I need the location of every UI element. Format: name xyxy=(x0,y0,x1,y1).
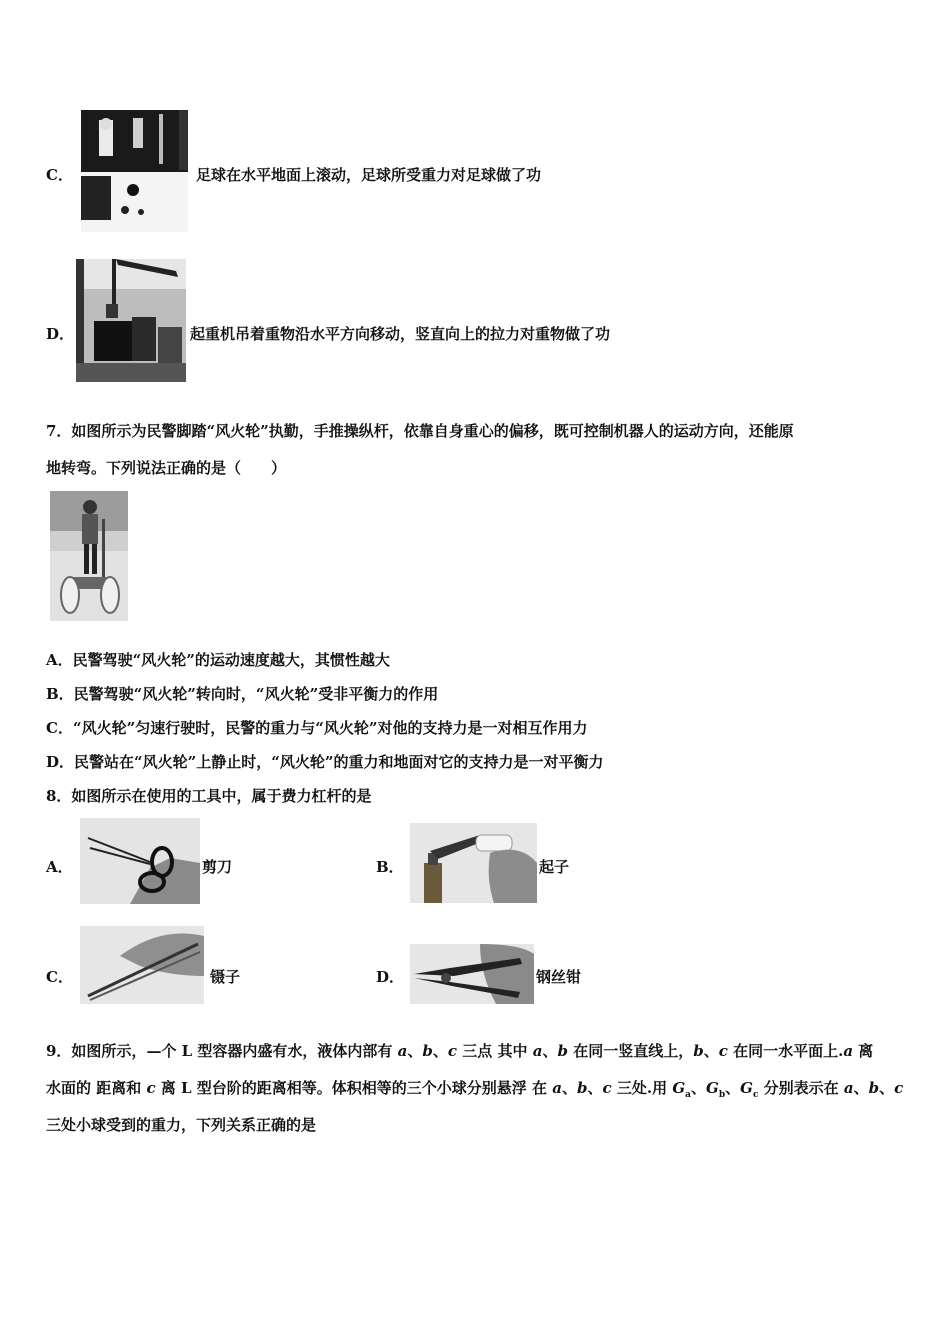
q8-option-d-text: 钢丝钳 xyxy=(536,968,582,986)
q7-stem-line1: 7．如图所示为民警脚踏“风火轮”执勤，手推操纵杆，依靠自身重心的偏移，既可控制机器人的运动方向，还能原 xyxy=(46,422,794,440)
police-segway-image xyxy=(50,491,128,621)
sep: 、 xyxy=(725,1079,741,1097)
police-segway-illustration xyxy=(50,491,128,621)
q7-option-a: A．民警驾驶“风火轮”的运动速度越大，其惯性越大 xyxy=(46,651,390,669)
tweezers-illustration xyxy=(80,926,204,1004)
football-illustration xyxy=(81,110,188,232)
q7-option-c: C．“风火轮”匀速行驶时，民警的重力与“风火轮”对他的支持力是一对相互作用力 xyxy=(46,719,588,737)
sep: 、 xyxy=(407,1042,423,1060)
q9-stem-line3: 三处小球受到的重力，下列关系正确的是 xyxy=(46,1116,317,1134)
sep: 、 xyxy=(542,1042,558,1060)
sub-b: b xyxy=(718,1090,726,1100)
var-c: c xyxy=(718,1042,728,1060)
sep: 、 xyxy=(853,1079,869,1097)
var-G: G xyxy=(740,1079,753,1097)
q6-option-c-label: C． xyxy=(46,166,73,184)
sep: 、 xyxy=(879,1079,895,1097)
var-b: b xyxy=(577,1079,588,1097)
q8-option-c-text: 镊子 xyxy=(210,968,241,986)
q9-line2-part4: 分别表示在 xyxy=(758,1079,844,1097)
q8-stem: 8．如图所示在使用的工具中，属于费力杠杆的是 xyxy=(46,787,372,805)
football-image xyxy=(81,110,188,232)
sub-a: a xyxy=(685,1090,691,1100)
q8-option-c-label: C． xyxy=(46,968,73,986)
sep: 、 xyxy=(562,1079,578,1097)
var-c: c xyxy=(447,1042,458,1060)
var-b: b xyxy=(422,1042,433,1060)
q6-option-d-label: D． xyxy=(46,325,75,343)
var-b: b xyxy=(868,1079,880,1097)
sep: 、 xyxy=(432,1042,448,1060)
var-b: b xyxy=(693,1042,704,1060)
var-a: a xyxy=(532,1042,543,1060)
q9-line1-part1: 9．如图所示，—个 L 型容器内盛有水，液体内部有 xyxy=(46,1042,398,1060)
q9-line1-part3: 在同一竖直线上， xyxy=(567,1042,694,1060)
q8-option-b-text: 起子 xyxy=(539,858,570,876)
var-G: G xyxy=(706,1079,719,1097)
pliers-image xyxy=(410,944,534,1004)
crane-image xyxy=(76,259,186,382)
q8-option-b-label: B． xyxy=(376,858,404,876)
var-c: c xyxy=(602,1079,612,1097)
q9-line1-part4: 在同一水平面上. xyxy=(727,1042,844,1060)
crane-illustration xyxy=(76,259,186,382)
var-c: c xyxy=(146,1079,156,1097)
q6-option-d-text: 起重机吊着重物沿水平方向移动，竖直向上的拉力对重物做了功 xyxy=(190,325,611,343)
bottle-opener-illustration xyxy=(410,823,537,903)
scissors-image xyxy=(80,818,200,904)
var-a: a xyxy=(397,1042,408,1060)
q9-line2-part1: 水面的 距离和 xyxy=(46,1079,147,1097)
q8-option-a-label: A． xyxy=(46,858,73,876)
q9-stem-line2 xyxy=(46,1078,903,1105)
var-b: b xyxy=(557,1042,568,1060)
var-c: c xyxy=(894,1079,904,1097)
var-a: a xyxy=(843,1042,854,1060)
tweezers-image xyxy=(80,926,204,1004)
sep: 、 xyxy=(691,1079,707,1097)
q7-option-b: B．民警驾驶“风火轮”转向时，“风火轮”受非平衡力的作用 xyxy=(46,685,439,703)
q8-option-a-text: 剪刀 xyxy=(202,858,233,876)
var-a: a xyxy=(552,1079,562,1097)
scissors-illustration xyxy=(80,818,200,904)
pliers-illustration xyxy=(410,944,534,1004)
q7-stem-line2: 地转弯。下列说法正确的是（ ） xyxy=(46,459,287,477)
q6-option-c-text: 足球在水平地面上滚动，足球所受重力对足球做了功 xyxy=(196,166,542,184)
bottle-opener-image xyxy=(410,823,537,903)
var-a: a xyxy=(843,1079,854,1097)
sep: 、 xyxy=(703,1042,719,1060)
q9-stem-line1 xyxy=(46,1041,873,1061)
var-G: G xyxy=(672,1079,686,1097)
q9-line1-part5: 离 xyxy=(853,1042,874,1060)
q8-option-d-label: D． xyxy=(376,968,405,986)
q9-line1-part2: 三点 其中 xyxy=(457,1042,533,1060)
q7-option-d: D．民警站在“风火轮”上静止时，“风火轮”的重力和地面对它的支持力是一对平衡力 xyxy=(46,753,604,771)
sep: 、 xyxy=(587,1079,603,1097)
q9-line2-part2: 离 L 型台阶的距离相等。体积相等的三个小球分别悬浮 在 xyxy=(155,1079,553,1097)
q9-line2-part3: 三处.用 xyxy=(611,1079,673,1097)
sub-c: c xyxy=(752,1090,759,1100)
